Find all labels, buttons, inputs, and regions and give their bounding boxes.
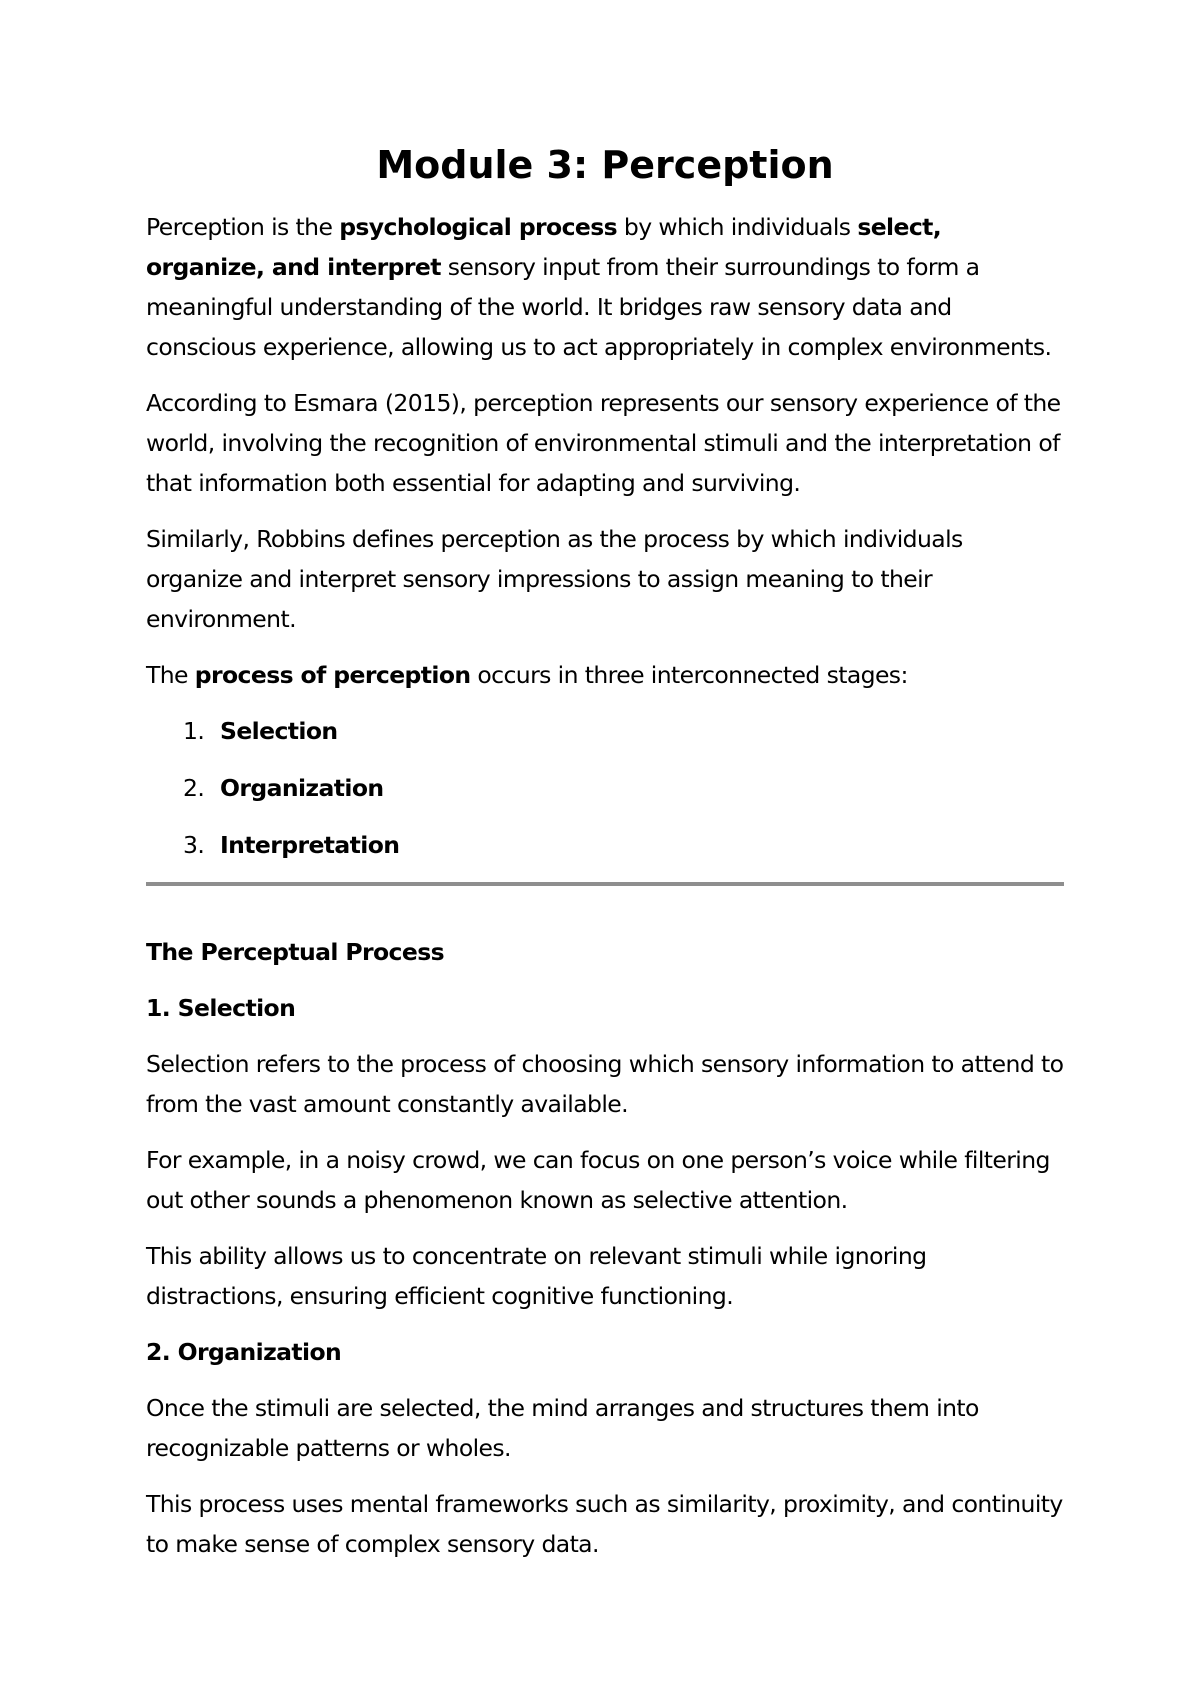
selection-heading: 1. Selection xyxy=(146,994,296,1022)
stages-intro-text-1: The xyxy=(146,661,195,689)
robbins-paragraph: Similarly, Robbins defines perception as the process by which individuals organize and interpret sensory impressions to assign meaning to their environment. xyxy=(146,525,963,633)
stages-intro-bold: process of perception xyxy=(194,661,471,689)
list-item-label: Selection xyxy=(220,717,338,745)
intro-bold-2: select, organize, and interpret xyxy=(146,213,942,281)
list-item-label: Interpretation xyxy=(220,831,400,859)
section-heading: The Perceptual Process xyxy=(146,938,444,966)
esmara-paragraph: According to Esmara (2015), perception represents our sensory experience of the world, involving the recognition of environmental stimuli and the interpretation of that information both essential for adapting and surviving. xyxy=(146,389,1061,497)
document-title: Module 3: Perception xyxy=(376,143,834,187)
stages-intro-paragraph xyxy=(146,655,1064,695)
intro-text-3: sensory input from their surroundings to form a meaningful understanding of the world. It bridges raw sensory data and conscious experience, allowing us to act appropriately in complex environments. xyxy=(146,253,1052,361)
document-body xyxy=(146,207,1064,1580)
document-page xyxy=(146,0,1064,1696)
list-item-number: 3. xyxy=(183,831,205,859)
intro-text-1: Perception is the xyxy=(146,213,340,241)
intro-text-2: by which individuals xyxy=(617,213,858,241)
organization-heading: 2. Organization xyxy=(146,1338,342,1366)
selection-paragraph-2: For example, in a noisy crowd, we can focus on one person’s voice while filtering out other sounds a phenomenon known as selective attention. xyxy=(146,1146,1050,1214)
horizontal-divider xyxy=(146,882,1064,886)
list-item xyxy=(146,711,1064,751)
list-item xyxy=(146,825,1064,865)
organization-paragraph-1: Once the stimuli are selected, the mind arranges and structures them into recognizable patterns or wholes. xyxy=(146,1394,979,1462)
list-item-label: Organization xyxy=(220,774,384,802)
list-item-number: 2. xyxy=(183,774,205,802)
intro-bold-1: psychological process xyxy=(339,213,618,241)
list-item-number: 1. xyxy=(183,717,205,745)
stages-intro-text-2: occurs in three interconnected stages: xyxy=(470,661,908,689)
list-item xyxy=(146,768,1064,808)
selection-paragraph-3: This ability allows us to concentrate on relevant stimuli while ignoring distractions, ensuring efficient cognitive functioning. xyxy=(146,1242,927,1310)
stages-list xyxy=(146,711,1064,865)
selection-paragraph-1: Selection refers to the process of choosing which sensory information to attend to from the vast amount constantly available. xyxy=(146,1050,1064,1118)
intro-paragraph xyxy=(146,207,1064,367)
organization-paragraph-2: This process uses mental frameworks such as similarity, proximity, and continuity to make sense of complex sensory data. xyxy=(146,1490,1063,1558)
